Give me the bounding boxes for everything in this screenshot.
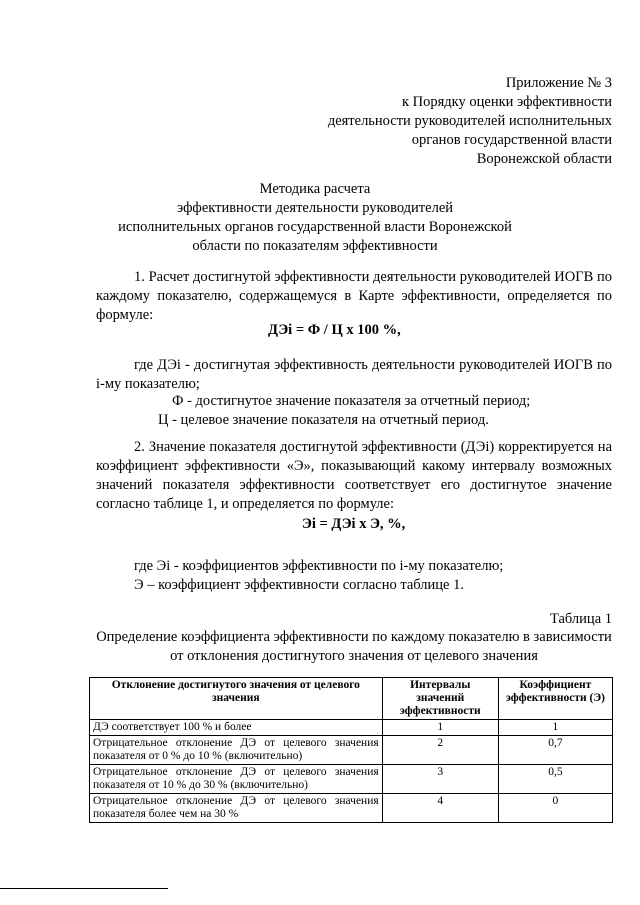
cell-interval: 1 [382,720,498,736]
appendix-header [328,74,612,169]
document-title [90,180,540,256]
table-row [90,720,613,736]
appendix-line: Воронежской области [476,151,612,167]
table-label: Таблица 1 [549,611,612,627]
title-line: Методика расчета [259,181,371,197]
paragraph-2: 2. Значение показателя достигнутой эффективности (ДЭi) корректируется на коэффициент эффективности «Э», показывающий какому интервалу возможных значений показателя эффективности соответствует его достигнутое значение согласно таблице 1, и определяется по формуле: [96,439,612,512]
definition-e: Э – коэффициент эффективности согласно таблице 1. [134,577,464,593]
efficiency-table [89,677,613,823]
cell-deviation: ДЭ соответствует 100 % и более [90,720,383,736]
cell-interval: 2 [382,736,498,765]
cell-interval: 3 [382,765,498,794]
title-line: области по показателям эффективности [192,238,438,254]
definition-f: Ф - достигнутое значение показателя за отчетный период; [172,393,531,409]
title-line: эффективности деятельности руководителей [176,200,454,216]
header-intervals: Интервалы значений эффективности [382,678,498,720]
appendix-number: Приложение № 3 [505,75,612,91]
table-row [90,794,613,823]
paragraph-1: 1. Расчет достигнутой эффективности деятельности руководителей ИОГВ по каждому показателю, содержащемуся в Карте эффективности, определяется по формуле: [96,269,612,323]
cell-coefficient: 1 [498,720,612,736]
appendix-line: деятельности руководителей исполнительных [327,113,612,129]
cell-coefficient: 0,5 [498,765,612,794]
header-coefficient: Коэффициент эффективности (Э) [498,678,612,720]
where-1: где ДЭi - достигнутая эффективность деятельности руководителей ИОГВ по i-му показателю; [96,357,612,392]
cell-interval: 4 [382,794,498,823]
definition-c: Ц - целевое значение показателя на отчетный период. [158,412,489,428]
table-row [90,736,613,765]
appendix-line: к Порядку оценки эффективности [401,94,612,110]
where-2: где Эi - коэффициентов эффективности по i-му показателю; [134,558,504,574]
cell-deviation: Отрицательное отклонение ДЭ от целевого значения показателя более чем на 30 % [90,794,383,823]
formula-2: Эi = ДЭi х Э, %, [302,516,406,532]
cell-deviation: Отрицательное отклонение ДЭ от целевого значения показателя от 10 % до 30 % (включительно) [90,765,383,794]
cell-coefficient: 0 [498,794,612,823]
formula-1: ДЭi = Ф / Ц х 100 %, [268,322,401,338]
header-deviation: Отклонение достигнутого значения от целевого значения [90,678,383,720]
table-header-row [90,678,613,720]
cell-coefficient: 0,7 [498,736,612,765]
table-caption: Определение коэффициента эффективности по каждому показателю в зависимости от отклонения достигнутого значения от целевого значения [96,629,612,664]
table-row [90,765,613,794]
cell-deviation: Отрицательное отклонение ДЭ от целевого значения показателя от 0 % до 10 % (включительно) [90,736,383,765]
appendix-line: органов государственной власти [411,132,612,148]
footnote-divider [0,888,168,889]
title-line: исполнительных органов государственной власти Воронежской [118,219,512,235]
